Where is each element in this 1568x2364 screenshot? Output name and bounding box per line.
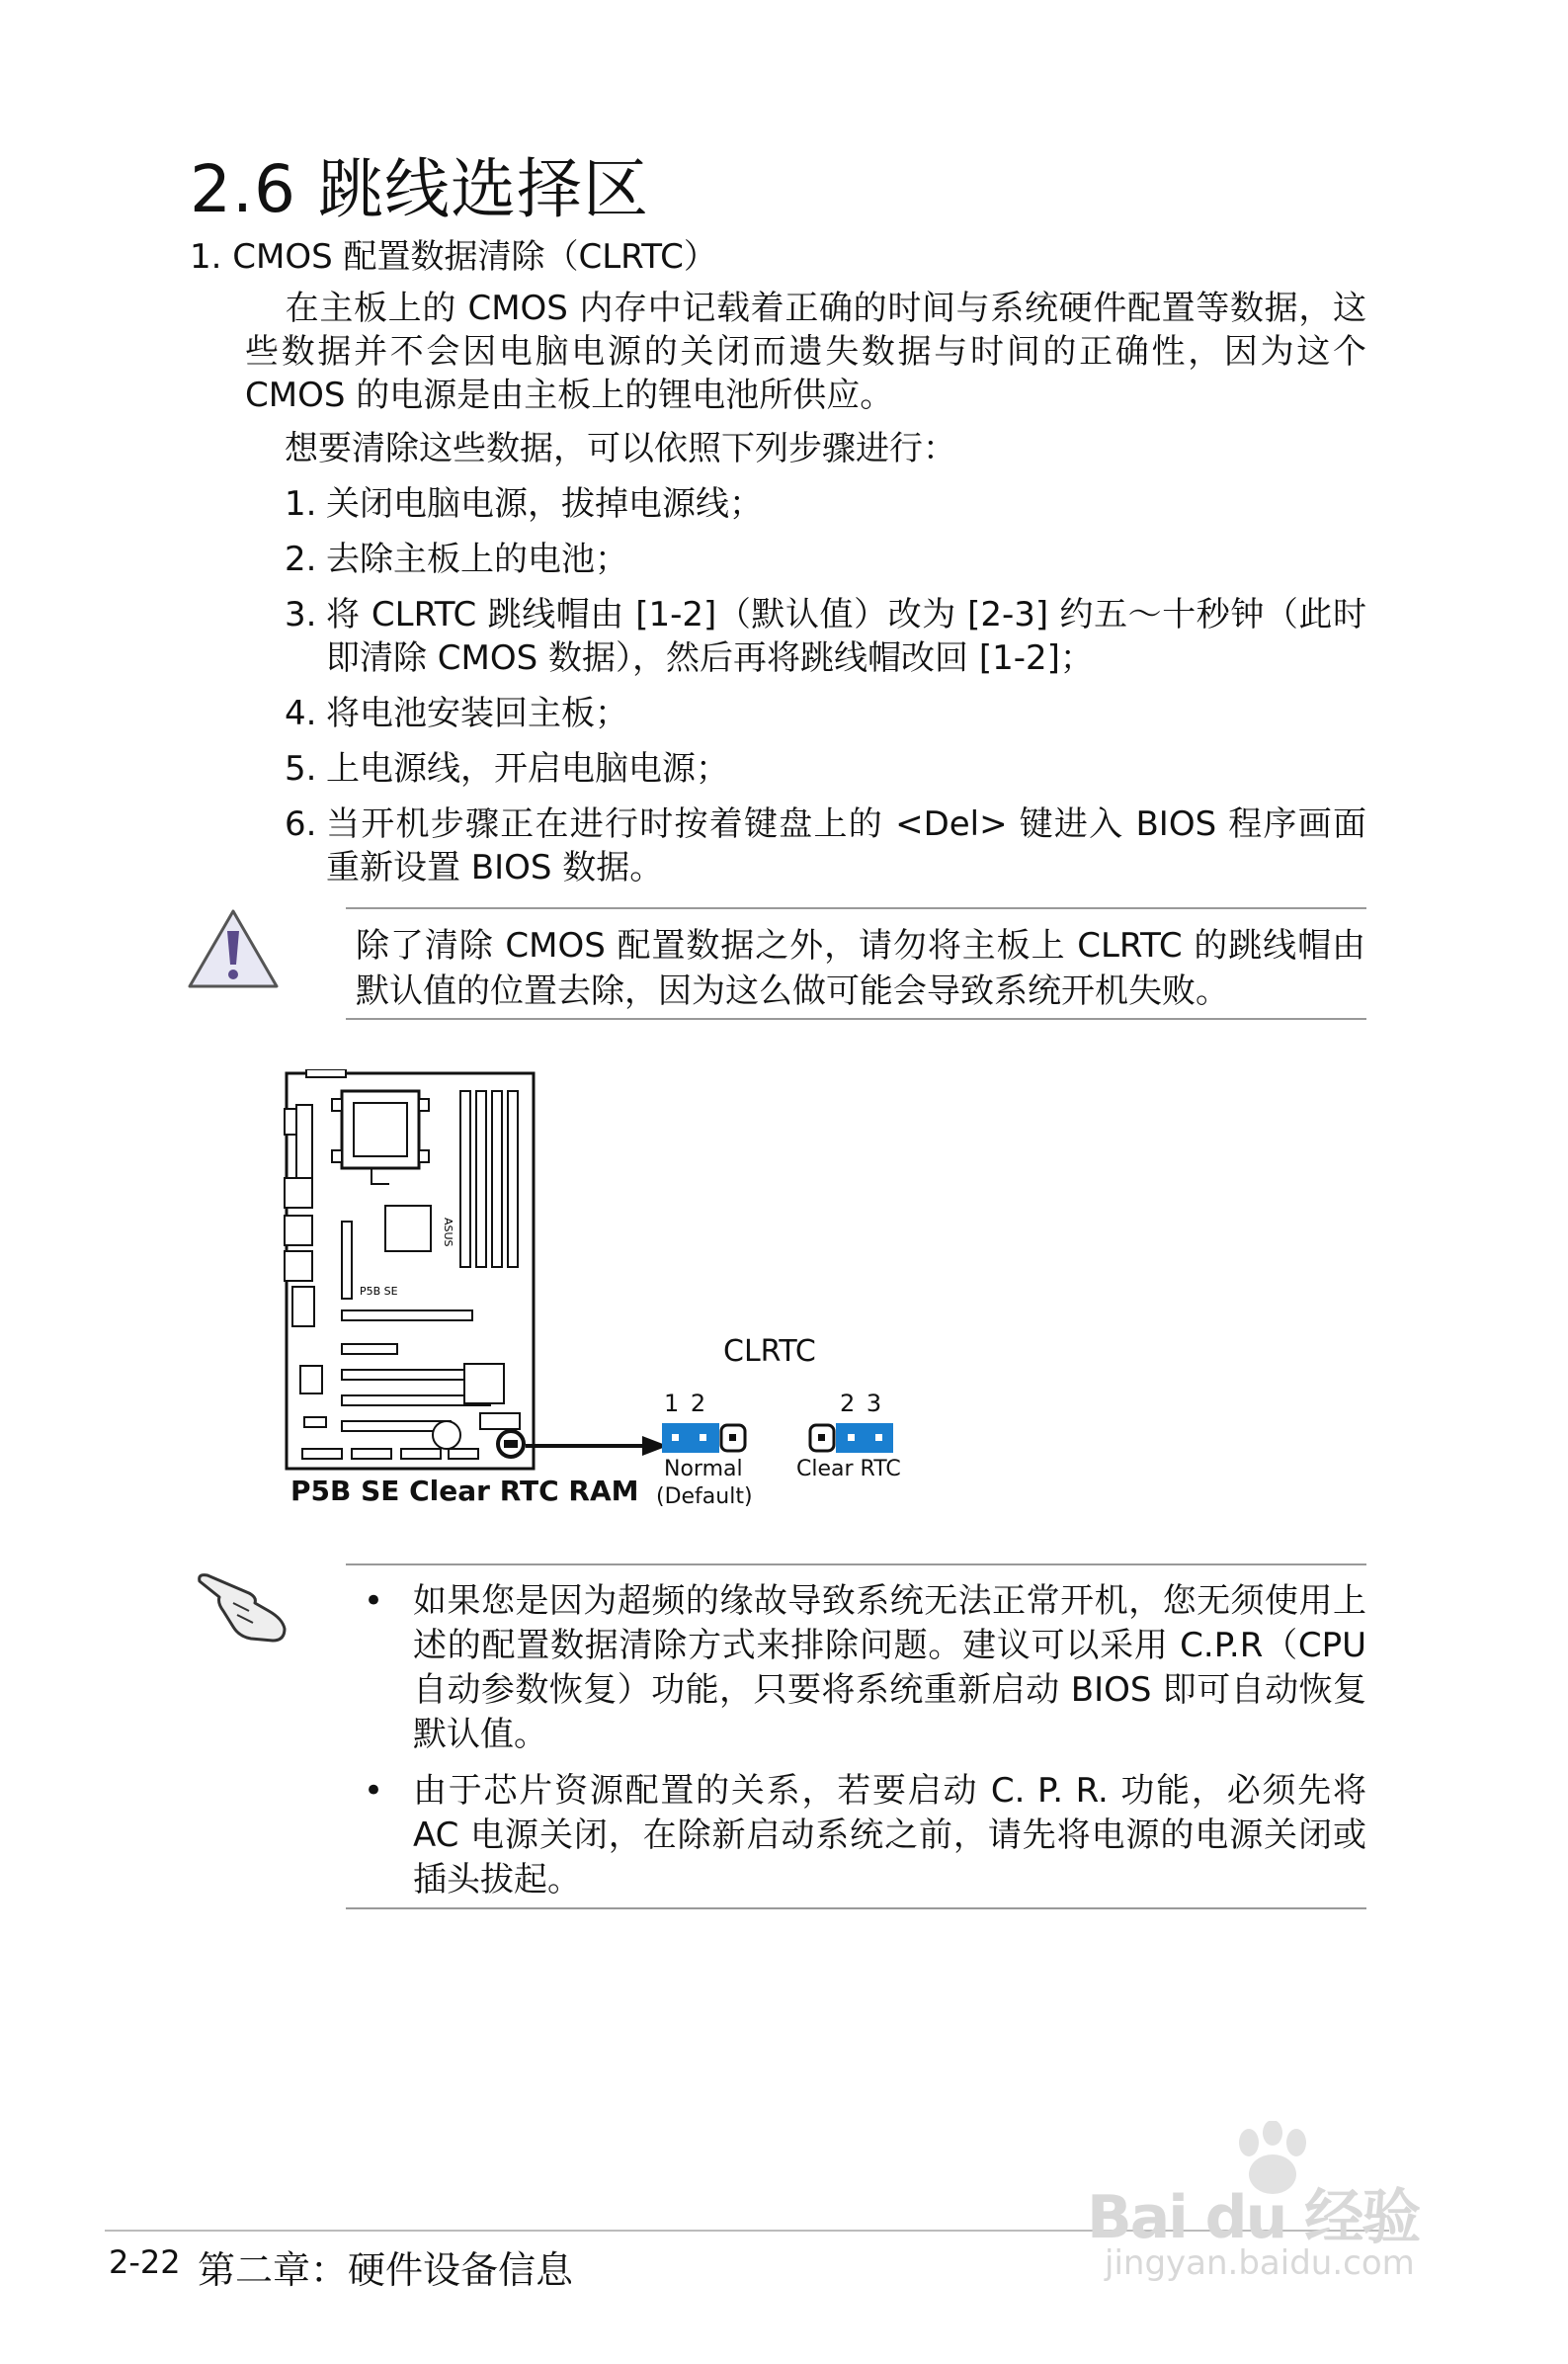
motherboard-diagram — [283, 1069, 569, 1473]
hand-note-icon — [194, 1567, 292, 1646]
step-3 — [285, 593, 1366, 680]
step-text: 将 CLRTC 跳线帽由 [1-2]（默认值）改为 [2-3] 约五～十秒钟（此时即清除 CMOS 数据），然后再将跳线帽改回 [1-2]； — [326, 595, 1366, 678]
step-number: 6. — [285, 804, 317, 844]
intro-text: 在主板上的 CMOS 内存中记载着正确的时间与系统硬件配置等数据，这些数据并不会因电脑电源的关闭而遗失数据与时间的正确性，因为这个 CMOS 的电源是由主板上的锂电池所供应。 — [245, 289, 1366, 415]
note-bullet-text: 如果您是因为超频的缘故导致系统无法正常开机，您无须使用上述的配置数据清除方式来排除问题。建议可以采用 C.P.R（CPU自动参数恢复）功能，只要将系统重新启动 BIOS 即可自动恢复默认值。 — [413, 1581, 1366, 1754]
step-text: 关闭电脑电源，拔掉电源线； — [326, 484, 763, 524]
clear-pin-numbers: 2 3 — [840, 1390, 884, 1417]
note-bullets — [364, 1579, 1366, 1902]
warning-triangle-icon — [186, 907, 281, 992]
figure-caption: P5B SE Clear RTC RAM — [290, 1475, 639, 1507]
clear-label: Clear RTC — [796, 1457, 901, 1481]
note-top-rule — [346, 1563, 1366, 1565]
note-bullet-1 — [364, 1579, 1366, 1757]
step-number: 3. — [285, 595, 317, 634]
watermark-brand: Bai du 经验 — [1087, 2183, 1420, 2252]
step-1 — [285, 482, 1366, 526]
note-bottom-rule — [346, 1907, 1366, 1909]
watermark-url: jingyan.baidu.com — [1105, 2243, 1415, 2283]
step-text: 去除主板上的电池； — [326, 540, 628, 579]
normal-label: Normal — [664, 1457, 743, 1481]
normal-pin-numbers: 1 2 — [664, 1390, 708, 1417]
bullet-mark: • — [364, 1581, 384, 1621]
jumper-title: CLRTC — [723, 1334, 816, 1369]
note-bullet-2 — [364, 1769, 1366, 1902]
jumper-normal — [660, 1421, 749, 1455]
footer-chapter: 第二章：硬件设备信息 — [198, 2248, 574, 2292]
footer-page-number: 2-22 — [109, 2243, 181, 2281]
warning-top-rule — [346, 907, 1366, 909]
note-bullet-text: 由于芯片资源配置的关系，若要启动 C. P. R. 功能，必须先将 AC 电源关闭，在除新启动系统之前，请先将电源的电源关闭或插头拔起。 — [413, 1771, 1366, 1900]
board-label: P5B SE — [360, 1285, 398, 1298]
step-5 — [285, 747, 1366, 791]
steps-intro-text: 想要清除这些数据，可以依照下列步骤进行： — [285, 429, 956, 468]
step-6 — [285, 802, 1366, 889]
step-number: 5. — [285, 749, 317, 789]
step-number: 2. — [285, 540, 317, 579]
normal-default-label: (Default) — [656, 1484, 753, 1509]
intro-paragraph — [245, 287, 1366, 417]
step-number: 4. — [285, 694, 317, 733]
step-text: 上电源线，开启电脑电源； — [326, 749, 729, 789]
step-number: 1. — [285, 484, 317, 524]
item-heading: 1. CMOS 配置数据清除（CLRTC） — [190, 237, 717, 277]
section-title: 2.6 跳线选择区 — [190, 151, 649, 227]
step-4 — [285, 692, 1366, 735]
warning-text: 除了清除 CMOS 配置数据之外，请勿将主板上 CLRTC 的跳线帽由默认值的位置去除，因为这么做可能会导致系统开机失败。 — [356, 926, 1365, 1011]
jumper-clear — [806, 1421, 895, 1455]
warning-bottom-rule — [346, 1018, 1366, 1020]
step-text: 将电池安装回主板； — [326, 694, 628, 733]
step-text: 当开机步骤正在进行时按着键盘上的 <Del> 键进入 BIOS 程序画面重新设置 BIOS 数据。 — [326, 804, 1366, 887]
brand-label: ASUS — [442, 1218, 454, 1247]
pointer-arrow — [524, 1433, 670, 1459]
bullet-mark: • — [364, 1771, 384, 1811]
steps-intro — [245, 427, 1366, 470]
step-2 — [285, 538, 1366, 581]
